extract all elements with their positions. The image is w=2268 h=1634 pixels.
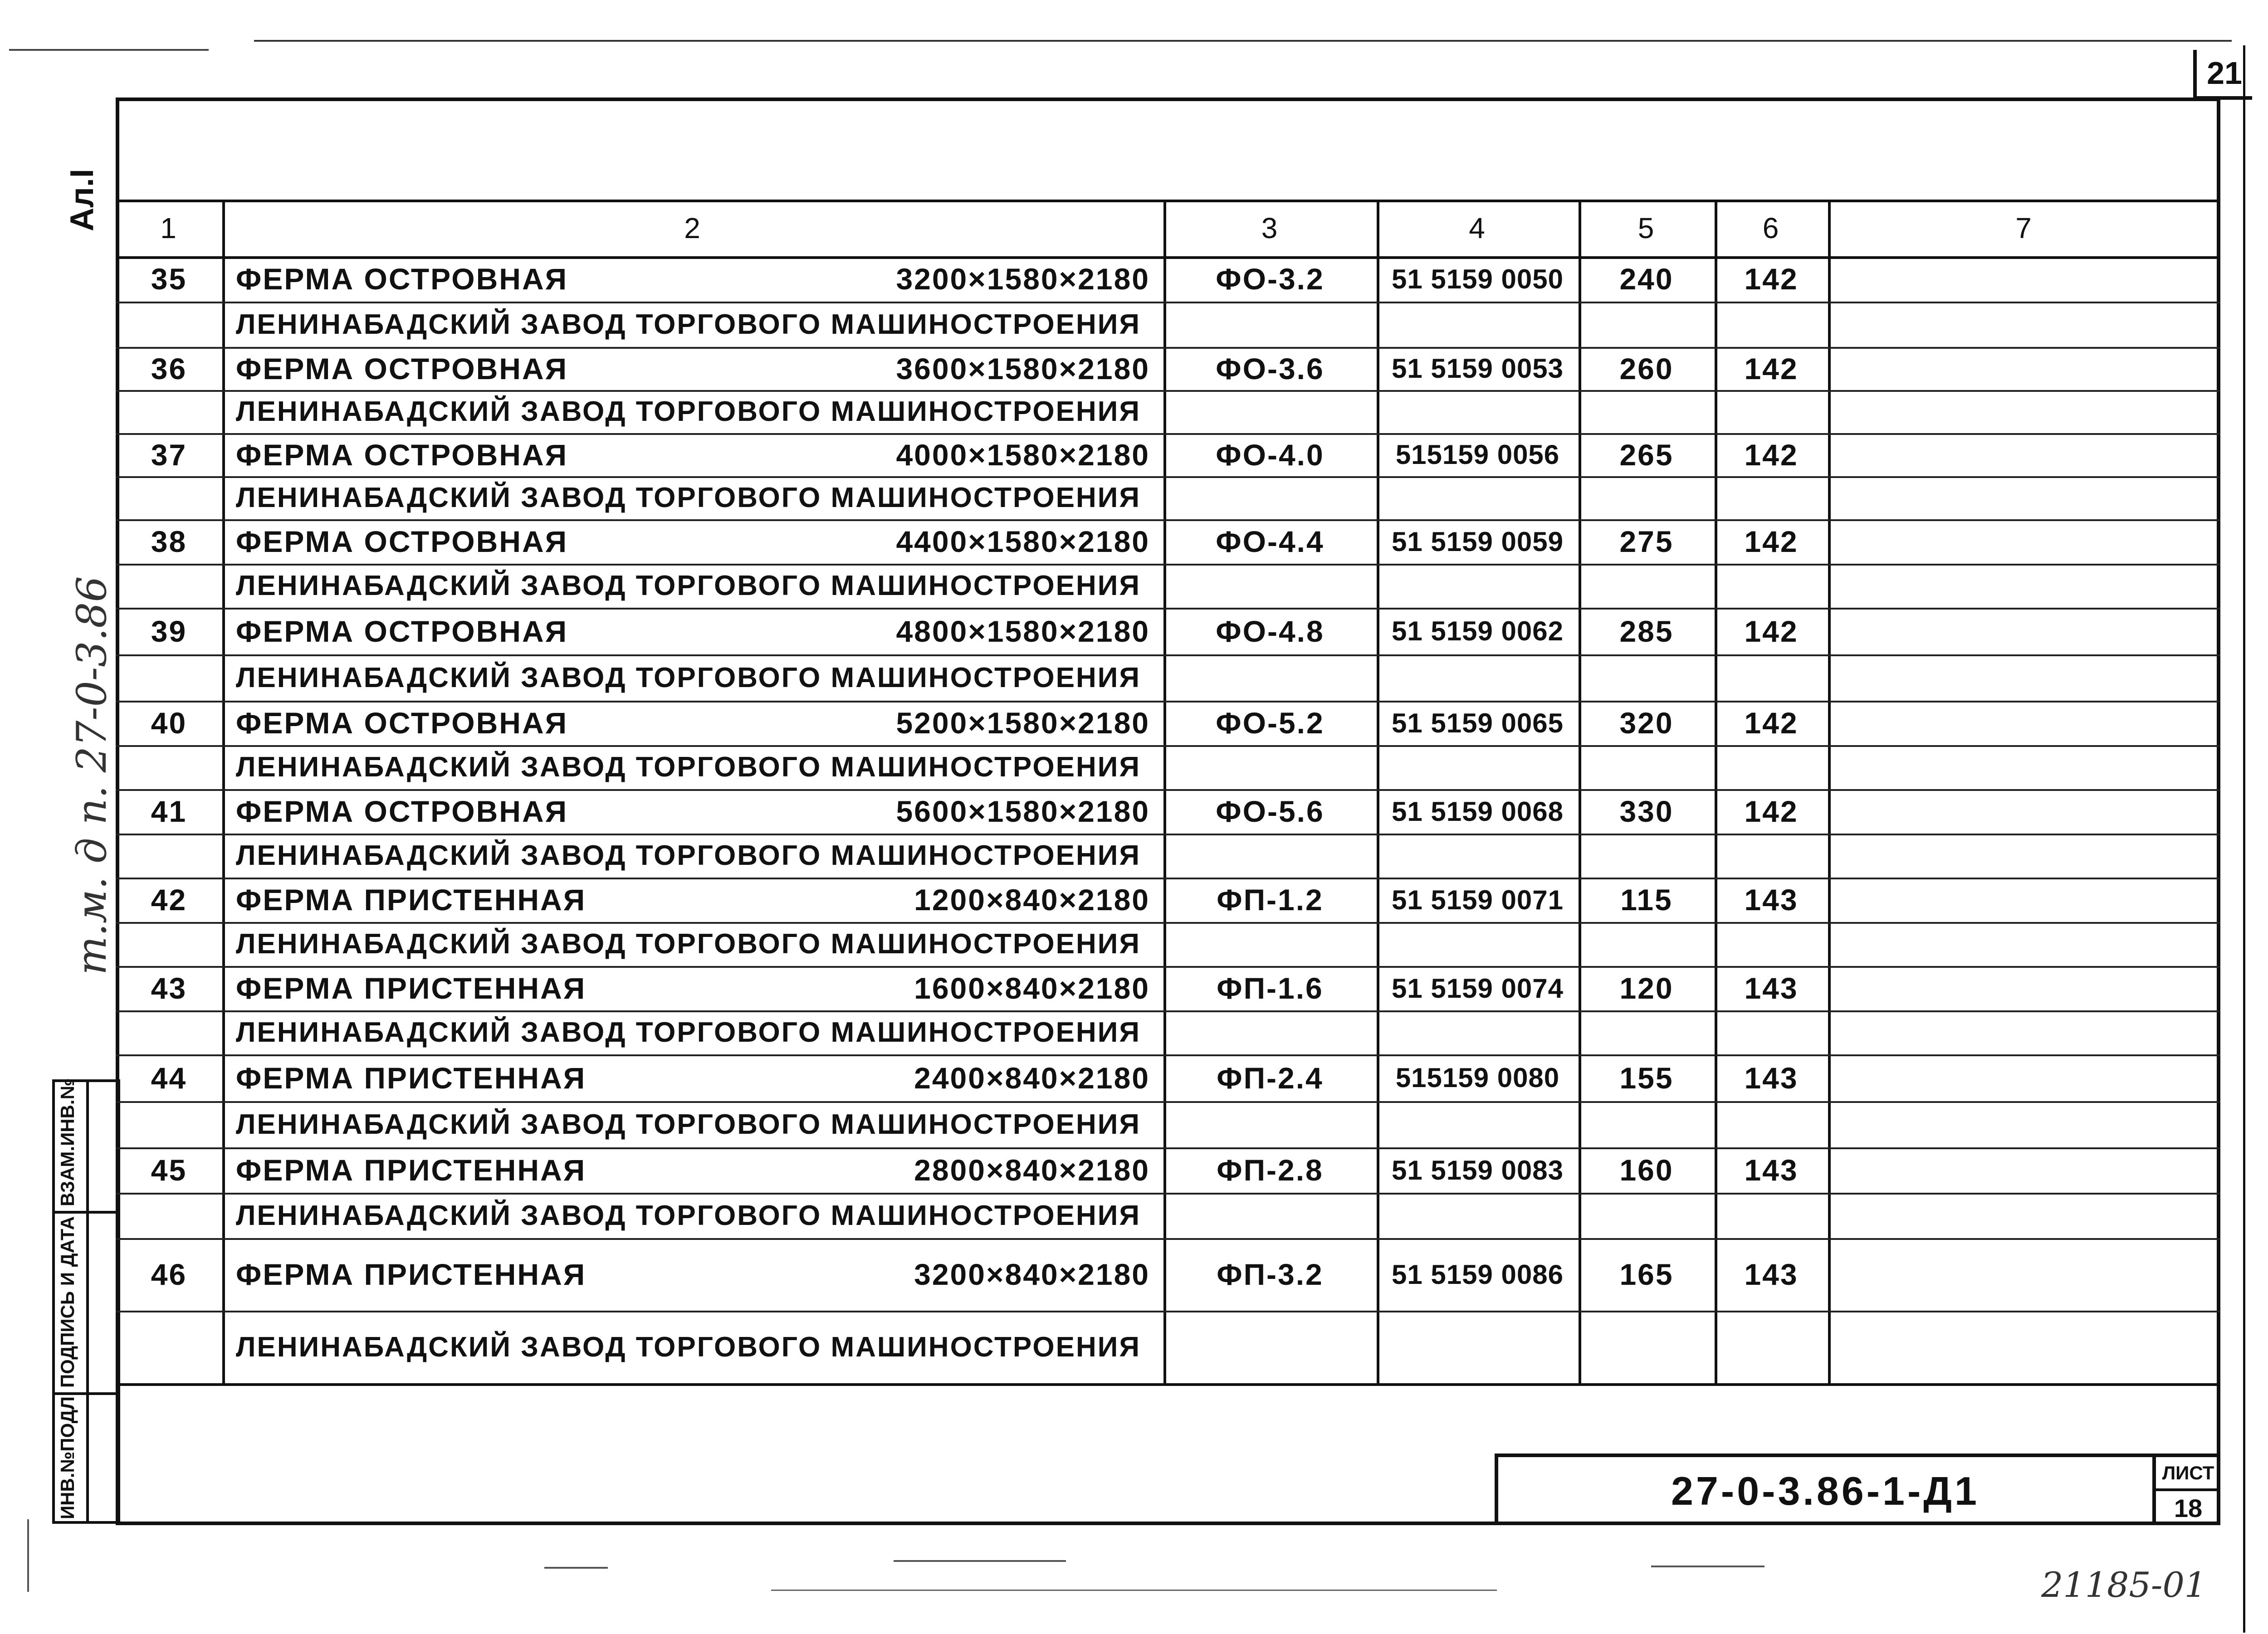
manufacturer: ЛЕНИНАБАДСКИЙ ЗАВОД ТОРГОВОГО МАШИНОСТРОЕНИЯ	[236, 570, 1141, 601]
column-6-value: 143	[1744, 1258, 1799, 1291]
column-6-value: 143	[1744, 883, 1799, 917]
stamp-inv-podl: ИНВ.№ПОДЛ	[57, 1396, 78, 1519]
item-mark: ФО-3.6	[1216, 351, 1325, 385]
top-border-line	[254, 40, 2232, 42]
item-mark: ФП-1.2	[1217, 883, 1324, 917]
item-dimensions: 2400×840×2180	[914, 1061, 1150, 1095]
column-6-value: 142	[1744, 706, 1799, 740]
row-number: 41	[151, 795, 187, 828]
item-name: ФЕРМА ОСТРОВНАЯ	[236, 262, 568, 296]
okp-code: 51 5159 0068	[1391, 796, 1564, 827]
column-6-value: 142	[1744, 262, 1799, 296]
row-number: 35	[151, 262, 187, 296]
item-mark: ФП-2.8	[1217, 1153, 1324, 1187]
scan-line	[544, 1567, 608, 1569]
item-dimensions: 5600×1580×2180	[896, 795, 1150, 828]
item-dimensions: 4400×1580×2180	[896, 525, 1150, 558]
column-5-value: 155	[1619, 1061, 1674, 1095]
column-header-1: 1	[160, 211, 178, 244]
corner-label: Ал.I	[64, 169, 100, 231]
item-mark: ФО-4.8	[1216, 614, 1325, 648]
sheet-number: 18	[2174, 1494, 2203, 1522]
column-7-value	[1828, 1147, 2220, 1193]
item-name: ФЕРМА ОСТРОВНАЯ	[236, 351, 568, 385]
column-5-value: 240	[1619, 262, 1674, 296]
item-name: ФЕРМА ПРИСТЕННАЯ	[236, 1061, 587, 1095]
item-name: ФЕРМА ОСТРОВНАЯ	[236, 525, 568, 558]
row-number: 45	[151, 1153, 187, 1187]
column-7-value	[1828, 966, 2220, 1010]
item-name: ФЕРМА ПРИСТЕННАЯ	[236, 1258, 587, 1291]
column-header-2: 2	[684, 211, 702, 244]
okp-code: 51 5159 0071	[1391, 884, 1564, 915]
column-header-7: 7	[2015, 211, 2033, 244]
item-mark: ФО-5.2	[1216, 706, 1325, 740]
column-5-value: 265	[1619, 438, 1674, 472]
row-number: 38	[151, 525, 187, 558]
okp-code: 51 5159 0050	[1391, 263, 1564, 294]
item-name: ФЕРМА ОСТРОВНАЯ	[236, 706, 568, 740]
column-header-4: 4	[1469, 211, 1486, 244]
column-5-value: 165	[1619, 1258, 1674, 1291]
row-number: 43	[151, 971, 187, 1005]
row-number: 42	[151, 883, 187, 917]
item-dimensions: 3200×840×2180	[914, 1258, 1150, 1291]
item-dimensions: 3600×1580×2180	[896, 351, 1150, 385]
column-header-6: 6	[1762, 211, 1780, 244]
archive-number: 21185-01	[2041, 1565, 2207, 1605]
item-dimensions: 1600×840×2180	[914, 971, 1150, 1005]
row-number: 44	[151, 1061, 187, 1095]
manufacturer: ЛЕНИНАБАДСКИЙ ЗАВОД ТОРГОВОГО МАШИНОСТРОЕНИЯ	[236, 308, 1141, 340]
item-dimensions: 4800×1580×2180	[896, 614, 1150, 648]
column-6-value: 143	[1744, 1061, 1799, 1095]
manufacturer: ЛЕНИНАБАДСКИЙ ЗАВОД ТОРГОВОГО МАШИНОСТРОЕНИЯ	[236, 751, 1141, 783]
item-mark: ФП-1.6	[1217, 971, 1324, 1005]
column-6-value: 143	[1744, 971, 1799, 1005]
column-6-value: 142	[1744, 795, 1799, 828]
item-name: ФЕРМА ОСТРОВНАЯ	[236, 438, 568, 472]
column-5-value: 115	[1620, 883, 1673, 917]
okp-code: 51 5159 0086	[1391, 1259, 1564, 1290]
right-edge-line	[2243, 45, 2245, 1633]
scan-line	[894, 1560, 1066, 1562]
column-7-value	[1828, 433, 2220, 476]
item-name: ФЕРМА ПРИСТЕННАЯ	[236, 1153, 587, 1187]
okp-code: 51 5159 0059	[1391, 526, 1564, 557]
column-7-value	[1828, 519, 2220, 564]
column-5-value: 320	[1619, 706, 1674, 740]
manufacturer: ЛЕНИНАБАДСКИЙ ЗАВОД ТОРГОВОГО МАШИНОСТРОЕНИЯ	[236, 1200, 1141, 1231]
margin-note: т.м. д п. 27-0-3.86	[68, 576, 116, 975]
column-header-5: 5	[1637, 211, 1656, 244]
okp-code: 51 5159 0062	[1391, 616, 1564, 646]
column-7-value	[1828, 608, 2220, 654]
okp-code: 51 5159 0083	[1391, 1155, 1564, 1185]
okp-code: 51 5159 0065	[1391, 707, 1564, 738]
item-dimensions: 3200×1580×2180	[896, 262, 1150, 296]
column-7-value	[1828, 1054, 2220, 1101]
column-7-value	[1828, 701, 2220, 745]
column-5-value: 275	[1619, 525, 1674, 558]
column-7-value	[1828, 789, 2220, 834]
column-6-value: 142	[1744, 351, 1799, 385]
column-5-value: 160	[1619, 1153, 1674, 1187]
okp-code: 51 5159 0053	[1391, 353, 1564, 384]
column-6-value: 143	[1744, 1153, 1799, 1187]
manufacturer: ЛЕНИНАБАДСКИЙ ЗАВОД ТОРГОВОГО МАШИНОСТРОЕНИЯ	[236, 928, 1141, 960]
okp-code: 515159 0056	[1395, 439, 1560, 470]
row-number: 40	[151, 706, 187, 740]
title-block-top	[1495, 1454, 2220, 1457]
scan-line	[771, 1590, 1497, 1591]
scan-line	[1651, 1566, 1765, 1567]
column-5-value: 330	[1619, 795, 1674, 828]
column-6-value: 142	[1744, 614, 1799, 648]
side-stamp-divider	[86, 1079, 89, 1524]
item-dimensions: 1200×840×2180	[914, 883, 1150, 917]
scan-line	[9, 49, 209, 51]
okp-code: 51 5159 0074	[1391, 973, 1564, 1004]
manufacturer: ЛЕНИНАБАДСКИЙ ЗАВОД ТОРГОВОГО МАШИНОСТРОЕНИЯ	[236, 396, 1141, 427]
manufacturer: ЛЕНИНАБАДСКИЙ ЗАВОД ТОРГОВОГО МАШИНОСТРОЕНИЯ	[236, 1108, 1141, 1140]
row-number: 39	[151, 614, 187, 648]
row-number: 46	[151, 1258, 187, 1291]
column-header-3: 3	[1261, 211, 1279, 244]
column-5-value: 120	[1619, 971, 1674, 1005]
item-mark: ФО-4.4	[1216, 525, 1325, 558]
item-mark: ФП-3.2	[1217, 1258, 1324, 1291]
item-mark: ФО-5.6	[1216, 795, 1325, 828]
manufacturer: ЛЕНИНАБАДСКИЙ ЗАВОД ТОРГОВОГО МАШИНОСТРОЕНИЯ	[236, 1017, 1141, 1048]
column-5-value: 260	[1619, 351, 1674, 385]
title-block-left	[1495, 1454, 1498, 1525]
column-7-value	[1828, 1238, 2220, 1311]
manufacturer: ЛЕНИНАБАДСКИЙ ЗАВОД ТОРГОВОГО МАШИНОСТРОЕНИЯ	[236, 840, 1141, 871]
item-name: ФЕРМА ОСТРОВНАЯ	[236, 795, 568, 828]
document-designation: 27-0-3.86-1-Д1	[1671, 1468, 1980, 1513]
item-mark: ФО-3.2	[1216, 262, 1325, 296]
column-6-value: 142	[1744, 438, 1799, 472]
item-name: ФЕРМА ПРИСТЕННАЯ	[236, 883, 587, 917]
table-bottom-line	[116, 1383, 2220, 1386]
sheet-label: ЛИСТ	[2162, 1462, 2214, 1483]
item-dimensions: 5200×1580×2180	[896, 706, 1150, 740]
row-number: 37	[151, 438, 187, 472]
column-7-value	[1828, 347, 2220, 390]
column-7-value	[1828, 878, 2220, 922]
stamp-vzam-inv: ВЗАМ.ИНВ.№	[57, 1078, 78, 1206]
item-dimensions: 4000×1580×2180	[896, 438, 1150, 472]
item-mark: ФП-2.4	[1217, 1061, 1324, 1095]
column-7-value	[1828, 256, 2220, 302]
column-5-value: 285	[1619, 614, 1674, 648]
manufacturer: ЛЕНИНАБАДСКИЙ ЗАВОД ТОРГОВОГО МАШИНОСТРОЕНИЯ	[236, 482, 1141, 513]
sheet-number-top: 21	[2193, 50, 2252, 100]
item-dimensions: 2800×840×2180	[914, 1153, 1150, 1187]
stamp-signature-date: ПОДПИСЬ И ДАТА	[57, 1216, 78, 1388]
column-6-value: 142	[1744, 525, 1799, 558]
manufacturer: ЛЕНИНАБАДСКИЙ ЗАВОД ТОРГОВОГО МАШИНОСТРОЕНИЯ	[236, 662, 1141, 693]
item-name: ФЕРМА ПРИСТЕННАЯ	[236, 971, 587, 1005]
okp-code: 515159 0080	[1395, 1063, 1560, 1093]
scan-line	[27, 1519, 29, 1592]
item-mark: ФО-4.0	[1216, 438, 1325, 472]
item-name: ФЕРМА ОСТРОВНАЯ	[236, 614, 568, 648]
manufacturer: ЛЕНИНАБАДСКИЙ ЗАВОД ТОРГОВОГО МАШИНОСТРОЕНИЯ	[236, 1331, 1141, 1363]
row-number: 36	[151, 351, 187, 385]
